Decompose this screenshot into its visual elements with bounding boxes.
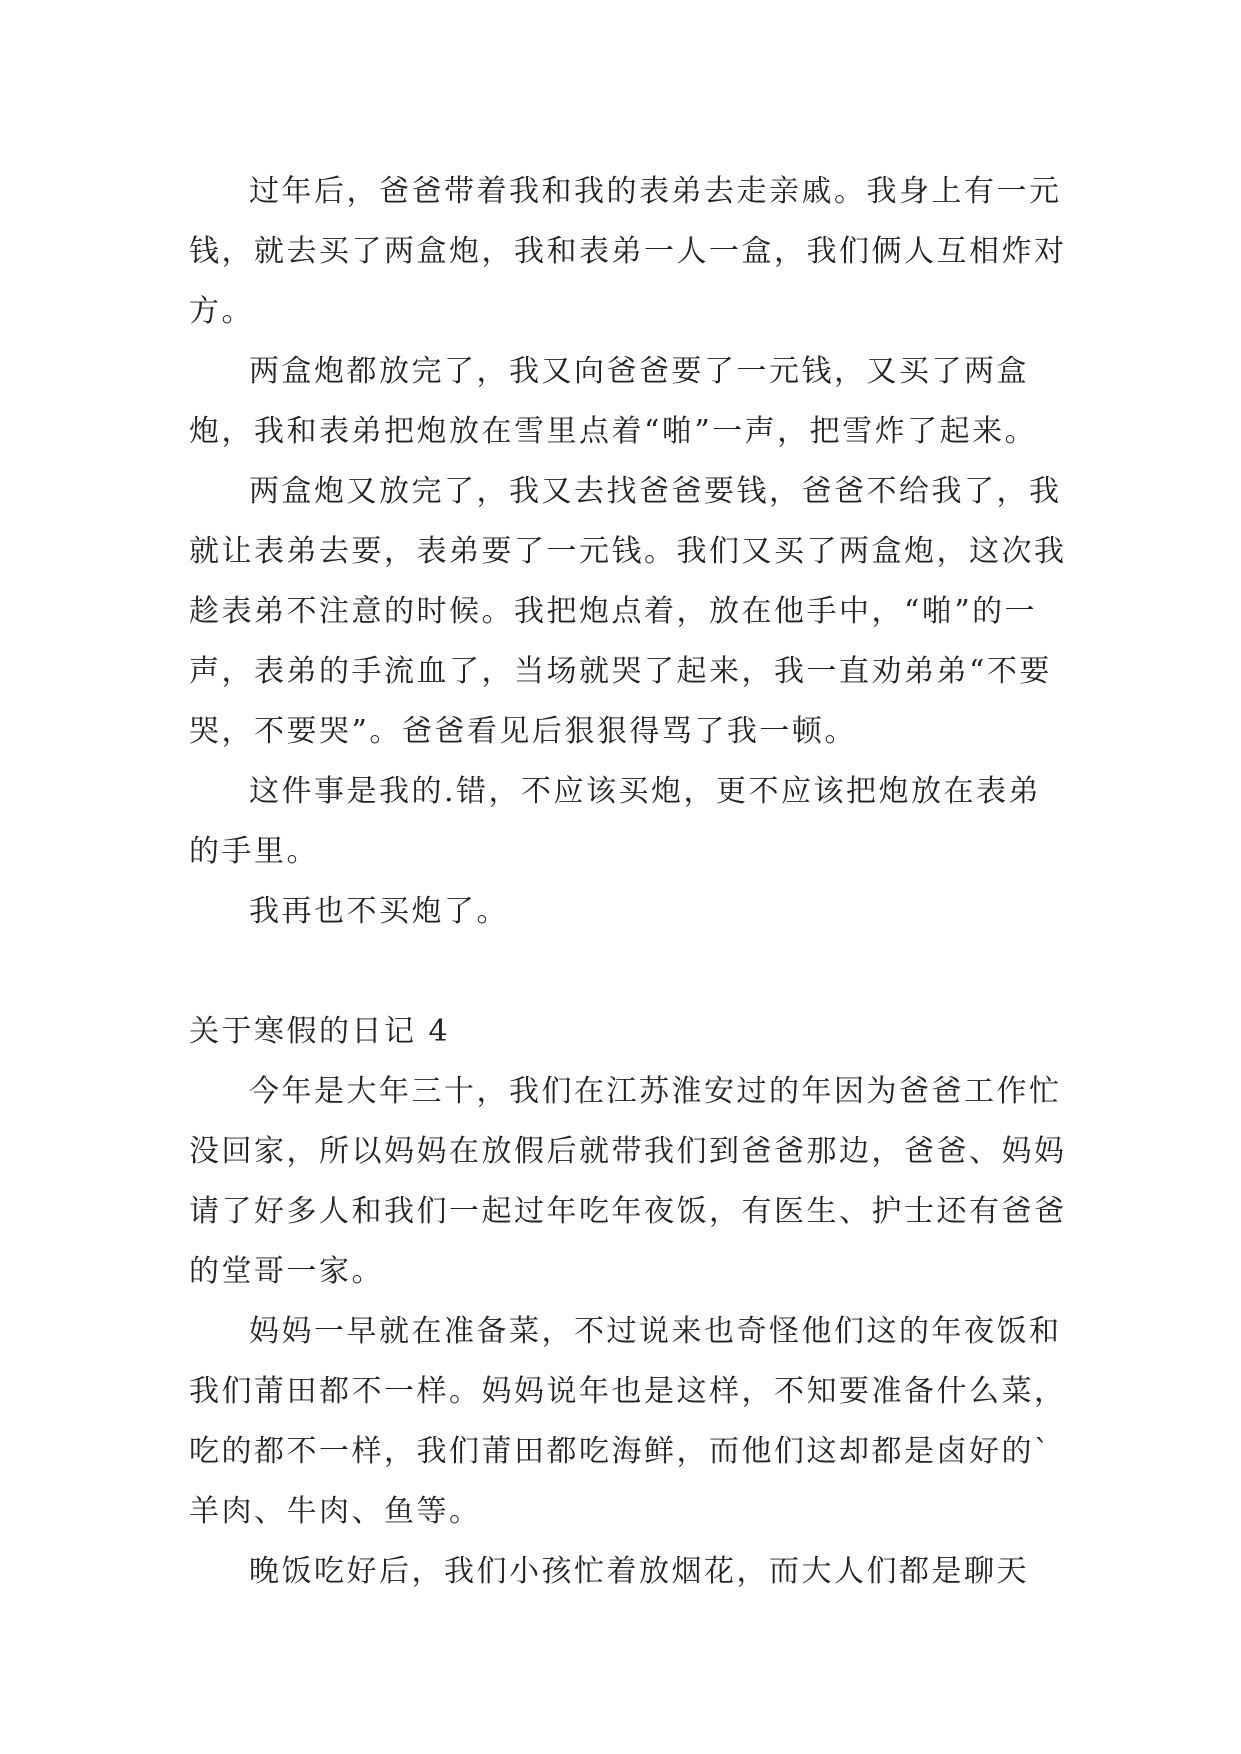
section-heading: 关于寒假的日记 4 (189, 1014, 451, 1049)
document-body (189, 162, 1069, 1602)
paragraph-4: 这件事是我的.错，不应该买炮，更不应该把炮放在表弟的手里。 (189, 774, 1042, 869)
paragraph-6: 今年是大年三十，我们在江苏淮安过的年因为爸爸工作忙没回家，所以妈妈在放假后就带我们到爸爸那边，爸爸、妈妈请了好多人和我们一起过年吃年夜饭，有医生、护士还有爸爸的堂哥一家。 (189, 1074, 1067, 1289)
paragraph-1: 过年后，爸爸带着我和我的表弟去走亲戚。我身上有一元钱，就去买了两盒炮，我和表弟一人一盒，我们俩人互相炸对方。 (189, 174, 1067, 329)
paragraph-2: 两盒炮都放完了，我又向爸爸要了一元钱，又买了两盒炮，我和表弟把炮放在雪里点着“啪”一声，把雪炸了起来。 (189, 354, 1038, 449)
paragraph-8: 晚饭吃好后，我们小孩忙着放烟花，而大人们都是聊天 (249, 1554, 1029, 1589)
paragraph-7: 妈妈一早就在准备菜，不过说来也奇怪他们这的年夜饭和我们莆田都不一样。妈妈说年也是这样，不知要准备什么菜，吃的都不一样，我们莆田都吃海鲜，而他们这却都是卤好的`羊肉、牛肉、鱼等。 (189, 1314, 1067, 1529)
paragraph-5: 我再也不买炮了。 (249, 894, 509, 929)
paragraph-3: 两盒炮又放完了，我又去找爸爸要钱，爸爸不给我了，我就让表弟去要，表弟要了一元钱。我们又买了两盒炮，这次我趁表弟不注意的时候。我把炮点着，放在他手中，“啪”的一声，表弟的手流血了，当场就哭了起来，我一直劝弟弟“不要哭，不要哭”。爸爸看见后狠狠得骂了我一顿。 (189, 474, 1067, 749)
